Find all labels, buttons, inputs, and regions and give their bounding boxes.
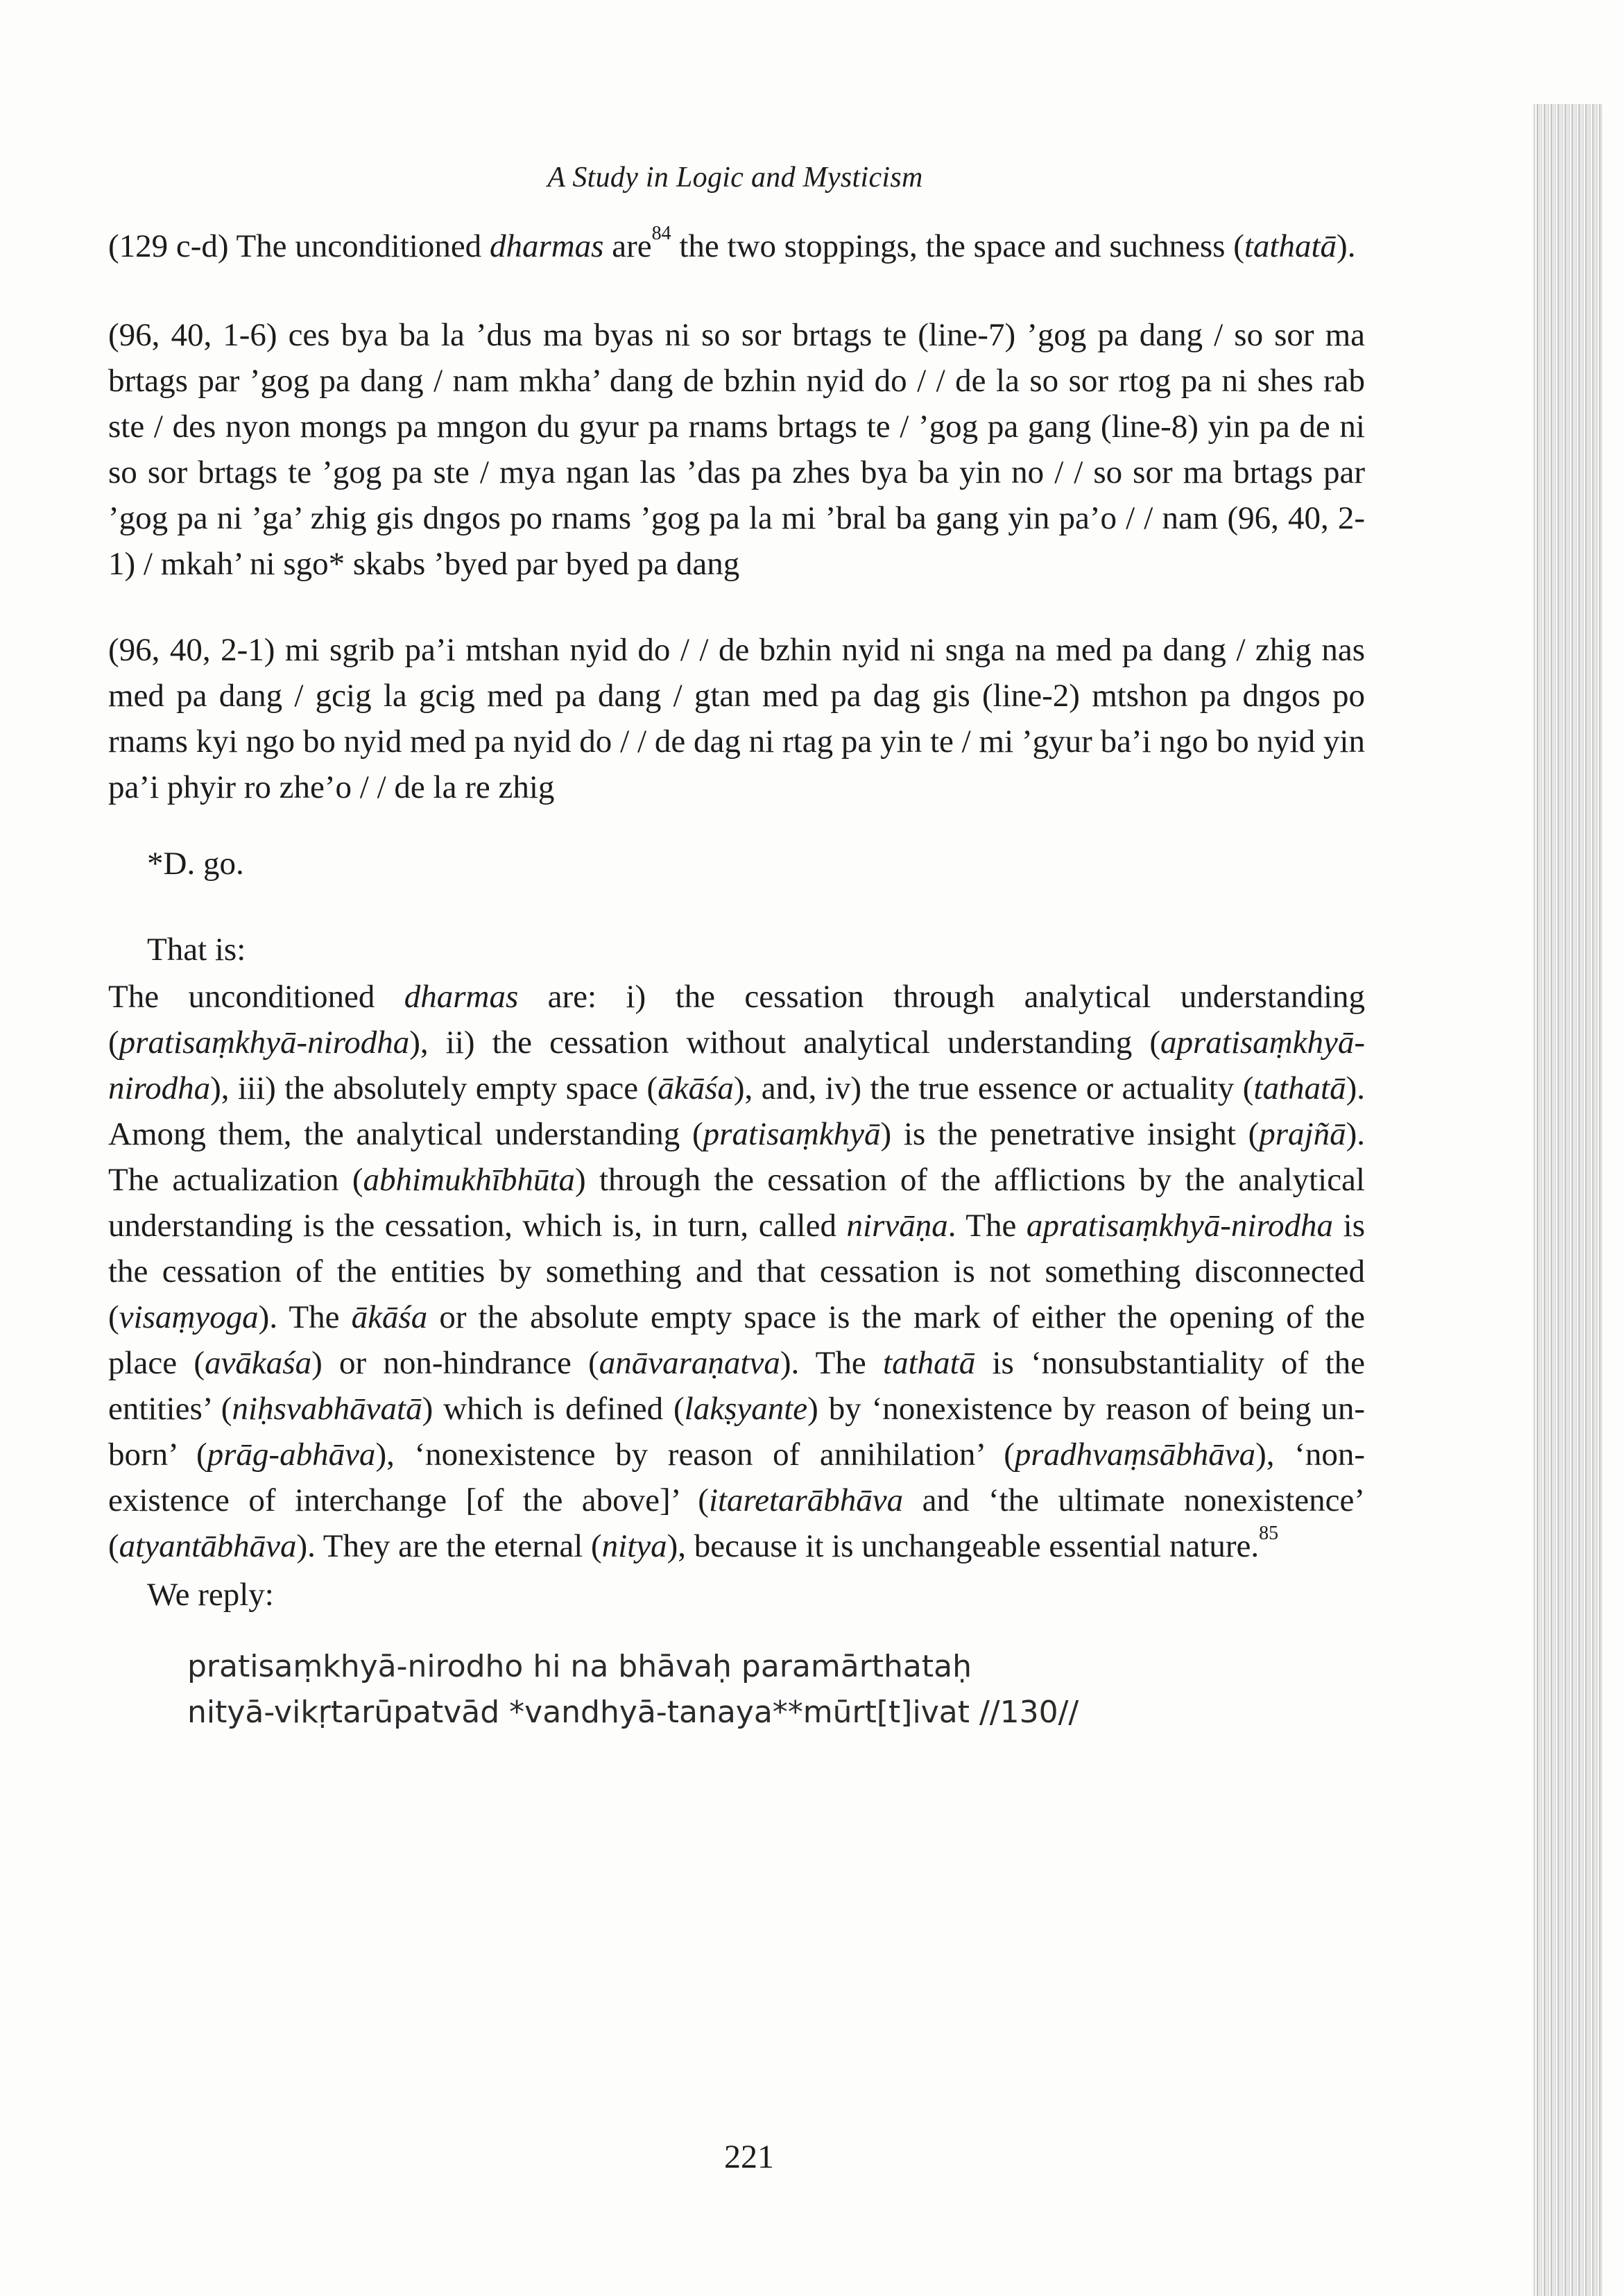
scan-edge-shadow <box>1533 104 1602 2296</box>
explanation-text: . The <box>947 1208 1027 1244</box>
sanskrit-term: dharmas <box>404 979 519 1015</box>
footnote-go: *D. go. <box>147 846 244 882</box>
explanation-text: ) by ‘nonexistence by reason of being un-born’ ( <box>108 1391 1365 1473</box>
verse-129-text-end: ). <box>1337 228 1356 264</box>
sanskrit-term: atyantābhāva <box>119 1528 297 1564</box>
sanskrit-term: anāvaraṇatva <box>599 1345 780 1381</box>
verse-130 <box>108 1644 1365 1736</box>
explanation-text: ), ‘non-existence of interchange [of the above]’ ( <box>108 1437 1365 1518</box>
sanskrit-term: nitya <box>601 1528 667 1564</box>
explanation-text: and ‘the ultimate nonexistence’ ( <box>108 1482 1365 1564</box>
sanskrit-term: abhimukhībhūta <box>363 1162 575 1198</box>
sanskrit-term: ākāśa <box>351 1299 428 1335</box>
sanskrit-term: pratisaṃkhyā-nirodha <box>119 1025 410 1061</box>
sanskrit-term: tathatā <box>1253 1070 1346 1106</box>
we-reply-label: We reply: <box>147 1577 274 1613</box>
explanation-text: ) is the penetrative insight ( <box>880 1116 1260 1152</box>
explanation-text: ). The <box>780 1345 884 1381</box>
explanation-text: ). They are the eternal ( <box>296 1528 602 1564</box>
sanskrit-term: niḥsvabhāvatā <box>232 1391 422 1427</box>
sanskrit-term: lakṣyante <box>684 1391 808 1427</box>
explanation-text: ), because it is unchangeable essential nature. <box>667 1528 1260 1564</box>
explanation-text: ), and, iv) the true essence or actuality ( <box>733 1070 1254 1106</box>
verse-129-term-tathata: tathatā <box>1244 228 1337 264</box>
explanation-text: ), ii) the cessation without analytical understanding ( <box>409 1025 1160 1061</box>
sanskrit-term: avākaśa <box>205 1345 312 1381</box>
sanskrit-term: itaretarābhāva <box>708 1482 904 1518</box>
explanation-text: ). The <box>258 1299 352 1335</box>
running-head: A Study in Logic and Mysticism <box>547 162 923 194</box>
sanskrit-term: pratisaṃkhyā <box>703 1116 881 1152</box>
explanation-text: The unconditioned <box>108 979 404 1015</box>
sanskrit-term: apratisaṃkhyā-nirodha <box>108 1025 1365 1106</box>
sanskrit-term: tathatā <box>883 1345 976 1381</box>
verse-129-text-post: the two stoppings, the space and suchness ( <box>671 228 1244 264</box>
verse-129-translation <box>108 223 1365 269</box>
explanation-text: ) or non-hindrance ( <box>311 1345 599 1381</box>
verse-129-term-dharmas: dharmas <box>489 228 604 264</box>
verse-130-line-1: pratisaṃkhyā-nirodho hi na bhāvaḥ paramārthataḥ <box>187 1649 972 1684</box>
explanation-text: are: i) the cessation through analytical understanding ( <box>108 979 1365 1061</box>
explanation-text: ) through the cessation of the afflictions by the analytical understanding is the cessation, which is, in turn, called <box>108 1162 1365 1244</box>
explanation-text: ). Among them, the analytical understanding ( <box>108 1070 1365 1152</box>
verse-129-text-mid: are <box>603 228 652 264</box>
sanskrit-term: apratisaṃkhyā-nirodha <box>1026 1208 1334 1244</box>
explanation-text: or the absolute empty space is the mark of either the opening of the place ( <box>108 1299 1365 1381</box>
explanation-text: ). The actualization ( <box>108 1116 1365 1198</box>
sanskrit-term: pradhvaṃsābhāva <box>1014 1437 1256 1473</box>
verse-129-text-pre: (129 c-d) The unconditioned <box>108 228 490 264</box>
explanation-text: ), iii) the absolutely empty space ( <box>210 1070 658 1106</box>
explanation-text: ) which is defined ( <box>422 1391 685 1427</box>
footnote-ref: 85 <box>1259 1522 1279 1544</box>
sanskrit-term: prāg-abhāva <box>207 1437 376 1473</box>
page-number: 221 <box>724 2139 774 2175</box>
explanation-text: ), ‘nonexistence by reason of annihilation’ ( <box>375 1437 1015 1473</box>
footnote-ref-84: 84 <box>651 222 671 244</box>
sanskrit-term: nirvāṇa <box>846 1208 948 1244</box>
tibetan-passage-1: (96, 40, 1-6) ces bya ba la ’dus ma byas ni so sor brtags te (line-7) ’gog pa dang / so sor ma brtags par ’gog pa dang / nam mkha’ dang de bzhin nyid do / / de la so sor rtog pa ni shes rab ste / des nyon mongs pa mngon du gyur pa rnams brtags te / ’gog pa gang (line-8) yin pa de ni so sor brtags te ’gog pa ste / mya ngan las ’das pa zhes bya ba yin no / / so sor ma brtags par ’gog pa ni ’ga’ zhig gis dngos po rnams ’gog pa la mi ’bral ba gang yin pa’o / / nam (96, 40, 2-1) / mkah’ ni sgo* skabs ’byed par byed pa dang <box>108 317 1365 582</box>
explanation-text: is the cessation of the entities by something and that cessation is not something disconnected ( <box>108 1208 1365 1335</box>
sanskrit-term: prajñā <box>1259 1116 1346 1152</box>
verse-130-line-2: nityā-vikṛtarūpatvād *vandhyā-tanaya**mūrt[t]ivat //130// <box>187 1695 1079 1730</box>
sanskrit-term: ākāśa <box>658 1070 734 1106</box>
explanation-paragraph <box>108 974 1365 1569</box>
page-body <box>108 223 1365 1736</box>
tibetan-passage-2: (96, 40, 2-1) mi sgrib pa’i mtshan nyid do / / de bzhin nyid ni snga na med pa dang / zhig nas med pa dang / gcig la gcig med pa dang / gtan med pa dag gis (line-2) mtshon pa dngos po rnams kyi ngo bo nyid med pa nyid do / / de dag ni rtag pa yin te / mi ’gyur ba’i ngo bo nyid yin pa’i phyir ro zhe’o / / de la re zhig <box>108 632 1365 805</box>
sanskrit-term: visaṃyoga <box>119 1299 259 1335</box>
that-is-label: That is: <box>147 932 246 968</box>
explanation-text: is ‘nonsubstantiality of the entities’ ( <box>108 1345 1365 1427</box>
